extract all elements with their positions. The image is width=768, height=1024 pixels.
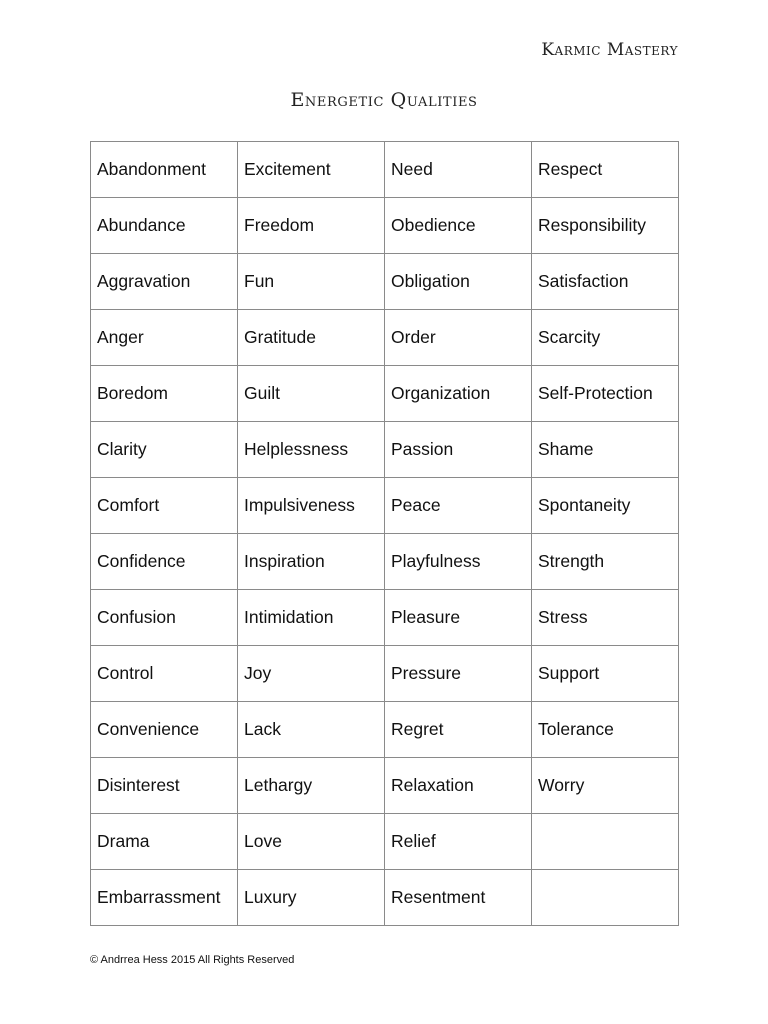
table-cell: Intimidation <box>238 590 385 646</box>
table-cell: Scarcity <box>532 310 679 366</box>
qualities-table <box>90 141 679 926</box>
table-cell: Responsibility <box>532 198 679 254</box>
table-cell: Joy <box>238 646 385 702</box>
table-cell: Abundance <box>91 198 238 254</box>
table-cell: Passion <box>385 422 532 478</box>
table-cell: Guilt <box>238 366 385 422</box>
table-cell: Love <box>238 814 385 870</box>
table-cell: Respect <box>532 142 679 198</box>
table-cell: Abandonment <box>91 142 238 198</box>
table-cell: Self-Protection <box>532 366 679 422</box>
table-row <box>91 758 679 814</box>
table-cell: Helplessness <box>238 422 385 478</box>
table-cell: Obligation <box>385 254 532 310</box>
table-row <box>91 534 679 590</box>
table-cell: Spontaneity <box>532 478 679 534</box>
table-cell: Fun <box>238 254 385 310</box>
table-cell: Worry <box>532 758 679 814</box>
table-row <box>91 254 679 310</box>
table-cell: Resentment <box>385 870 532 926</box>
table-row <box>91 422 679 478</box>
table-row <box>91 310 679 366</box>
table-cell: Strength <box>532 534 679 590</box>
table-cell <box>532 870 679 926</box>
table-cell: Boredom <box>91 366 238 422</box>
table-cell: Obedience <box>385 198 532 254</box>
table-row <box>91 198 679 254</box>
table-row <box>91 870 679 926</box>
table-cell: Freedom <box>238 198 385 254</box>
table-cell: Playfulness <box>385 534 532 590</box>
table-cell: Aggravation <box>91 254 238 310</box>
table-cell: Embarrassment <box>91 870 238 926</box>
qualities-table-body <box>91 142 679 926</box>
table-cell: Convenience <box>91 702 238 758</box>
table-row <box>91 142 679 198</box>
table-row <box>91 478 679 534</box>
table-cell: Stress <box>532 590 679 646</box>
table-cell: Confusion <box>91 590 238 646</box>
table-cell: Satisfaction <box>532 254 679 310</box>
table-row <box>91 814 679 870</box>
table-cell: Organization <box>385 366 532 422</box>
header-title: Karmic Mastery <box>541 40 678 60</box>
table-cell: Control <box>91 646 238 702</box>
table-cell: Regret <box>385 702 532 758</box>
table-cell: Confidence <box>91 534 238 590</box>
table-cell: Gratitude <box>238 310 385 366</box>
table-cell: Excitement <box>238 142 385 198</box>
table-cell: Inspiration <box>238 534 385 590</box>
table-cell: Lethargy <box>238 758 385 814</box>
table-cell: Pleasure <box>385 590 532 646</box>
table-cell: Lack <box>238 702 385 758</box>
table-cell: Comfort <box>91 478 238 534</box>
table-cell: Shame <box>532 422 679 478</box>
table-row <box>91 590 679 646</box>
table-cell: Impulsiveness <box>238 478 385 534</box>
table-cell <box>532 814 679 870</box>
table-cell: Need <box>385 142 532 198</box>
document-title: Energetic Qualities <box>290 89 478 111</box>
table-cell: Pressure <box>385 646 532 702</box>
table-cell: Clarity <box>91 422 238 478</box>
table-cell: Relief <box>385 814 532 870</box>
table-row <box>91 366 679 422</box>
table-cell: Tolerance <box>532 702 679 758</box>
table-row <box>91 702 679 758</box>
table-cell: Drama <box>91 814 238 870</box>
table-cell: Disinterest <box>91 758 238 814</box>
table-cell: Peace <box>385 478 532 534</box>
copyright-footer: © Andrrea Hess 2015 All Rights Reserved <box>90 954 295 966</box>
table-cell: Support <box>532 646 679 702</box>
table-cell: Order <box>385 310 532 366</box>
table-cell: Relaxation <box>385 758 532 814</box>
table-cell: Anger <box>91 310 238 366</box>
table-row <box>91 646 679 702</box>
table-cell: Luxury <box>238 870 385 926</box>
